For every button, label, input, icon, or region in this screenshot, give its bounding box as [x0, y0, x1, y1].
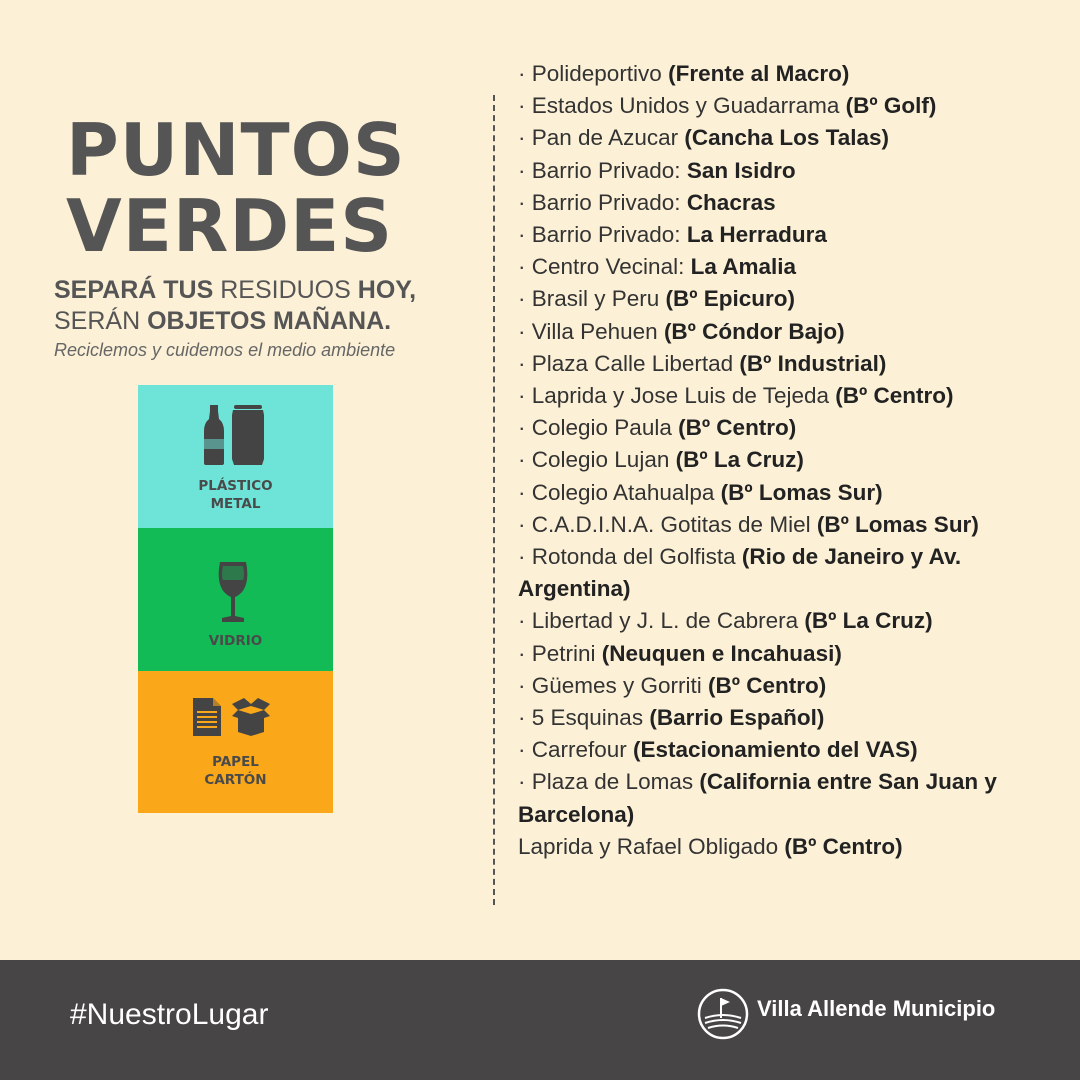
- point-place: Laprida y Rafael Obligado: [518, 833, 785, 859]
- point-item: [518, 734, 1048, 766]
- point-item: [518, 58, 1048, 90]
- point-place: · Barrio Privado:: [518, 222, 687, 248]
- point-item: [518, 702, 1048, 734]
- point-location: (Bº Centro): [708, 672, 827, 698]
- point-place: · 5 Esquinas: [518, 705, 650, 731]
- point-location: (Bº Cóndor Bajo): [663, 318, 845, 344]
- point-item: [518, 444, 1048, 476]
- point-place: · Colegio Lujan: [518, 447, 676, 473]
- point-item: [518, 283, 1048, 315]
- point-item: [518, 90, 1048, 122]
- point-location: (Bº Centro): [835, 383, 954, 409]
- point-place: · Plaza Calle Libertad: [518, 350, 740, 376]
- point-location: La Herradura: [686, 222, 827, 248]
- point-place: · Carrefour: [518, 737, 634, 763]
- brand-name: Villa Allende Municipio: [757, 996, 996, 1021]
- point-place: · Brasil y Peru: [518, 286, 666, 312]
- point-item: [518, 155, 1048, 187]
- page-title: [66, 108, 466, 268]
- dashed-divider: [493, 95, 495, 905]
- bin-label-glass: VIDRIO: [208, 633, 263, 649]
- point-item: [518, 638, 1048, 670]
- golf-flag-icon: [697, 988, 749, 1040]
- point-item: [518, 187, 1048, 219]
- point-place: · Polideportivo: [518, 61, 669, 86]
- footer-bar: [0, 960, 1080, 1080]
- point-location: (Bº Lomas Sur): [816, 511, 979, 537]
- point-location: (Estacionamiento del VAS): [633, 737, 918, 763]
- point-item: [518, 605, 1048, 637]
- point-location: (Bº Golf): [845, 93, 937, 119]
- point-place: · Villa Pehuen: [518, 318, 664, 344]
- point-item: [518, 831, 1048, 863]
- point-place: · Estados Unidos y Guadarrama: [518, 93, 846, 119]
- title-line-1: PUNTOS: [66, 108, 406, 192]
- point-location: (Bº Lomas Sur): [720, 479, 883, 505]
- point-item: [518, 477, 1048, 509]
- document-icon: [193, 698, 221, 736]
- point-item: [518, 541, 1048, 605]
- title-line-2: VERDES: [66, 184, 394, 268]
- point-location: (Bº La Cruz): [804, 608, 933, 634]
- point-item: [518, 219, 1048, 251]
- point-location: La Amalia: [690, 254, 797, 280]
- point-location: (Frente al Macro): [668, 61, 850, 86]
- point-location: (Bº Centro): [678, 415, 797, 441]
- point-item: [518, 380, 1048, 412]
- point-place: · Laprida y Jose Luis de Tejeda: [518, 383, 836, 409]
- point-place: · Rotonda del Golfista: [518, 544, 742, 570]
- slogan-line-1: SEPARÁ TUS RESIDUOS HOY,: [54, 276, 417, 304]
- point-location: (Neuquen e Incahuasi): [601, 640, 842, 666]
- bin-plastic-metal: [138, 385, 333, 528]
- collection-points-list: [518, 58, 1048, 863]
- point-item: [518, 509, 1048, 541]
- bottle-icon: [202, 405, 226, 465]
- point-place: · Barrio Privado:: [518, 157, 687, 183]
- can-icon: [230, 405, 266, 465]
- bin-glass: [138, 528, 333, 671]
- slogan: [54, 275, 484, 337]
- point-location: (Bº Epicuro): [665, 286, 796, 312]
- bin-label-plastic: PLÁSTICO: [198, 478, 273, 494]
- point-item: [518, 122, 1048, 154]
- point-location: (California entre San Juan y Barcelona): [518, 769, 997, 827]
- hashtag: #NuestroLugar: [70, 998, 269, 1031]
- point-item: [518, 412, 1048, 444]
- recycling-bins: [138, 385, 333, 813]
- point-item: [518, 348, 1048, 380]
- point-place: · Güemes y Gorriti: [518, 672, 709, 698]
- point-location: Chacras: [686, 189, 776, 215]
- point-item: [518, 251, 1048, 283]
- point-place: · Plaza de Lomas: [518, 769, 700, 795]
- bin-paper-cardboard: [138, 671, 333, 813]
- bin-label-metal: METAL: [210, 496, 261, 512]
- point-place: · Centro Vecinal:: [518, 254, 691, 280]
- point-place: · Pan de Azucar: [518, 125, 685, 151]
- point-item: [518, 766, 1048, 830]
- box-icon: [230, 698, 272, 736]
- point-place: · Barrio Privado:: [518, 189, 687, 215]
- wine-glass-icon: [216, 562, 250, 622]
- bin-label-paper: PAPEL: [212, 754, 259, 770]
- point-location: San Isidro: [686, 157, 796, 183]
- point-location: (Barrio Español): [649, 705, 825, 731]
- tagline: Reciclemos y cuidemos el medio ambiente: [54, 340, 396, 360]
- point-location: (Cancha Los Talas): [684, 125, 889, 151]
- point-place: · Colegio Paula: [518, 415, 679, 441]
- point-location: (Rio de Janeiro y Av. Argentina): [518, 544, 962, 602]
- point-item: [518, 316, 1048, 348]
- point-place: · C.A.D.I.N.A. Gotitas de Miel: [518, 511, 817, 537]
- point-place: · Libertad y J. L. de Cabrera: [518, 608, 805, 634]
- bin-label-cardboard: CARTÓN: [204, 772, 267, 788]
- slogan-line-2: SERÁN OBJETOS MAÑANA.: [54, 307, 392, 335]
- point-place: · Colegio Atahualpa: [518, 479, 721, 505]
- point-location: (Bº Centro): [784, 833, 903, 859]
- point-item: [518, 670, 1048, 702]
- point-location: (Bº La Cruz): [675, 447, 804, 473]
- point-place: · Petrini: [518, 640, 602, 666]
- point-location: (Bº Industrial): [739, 350, 887, 376]
